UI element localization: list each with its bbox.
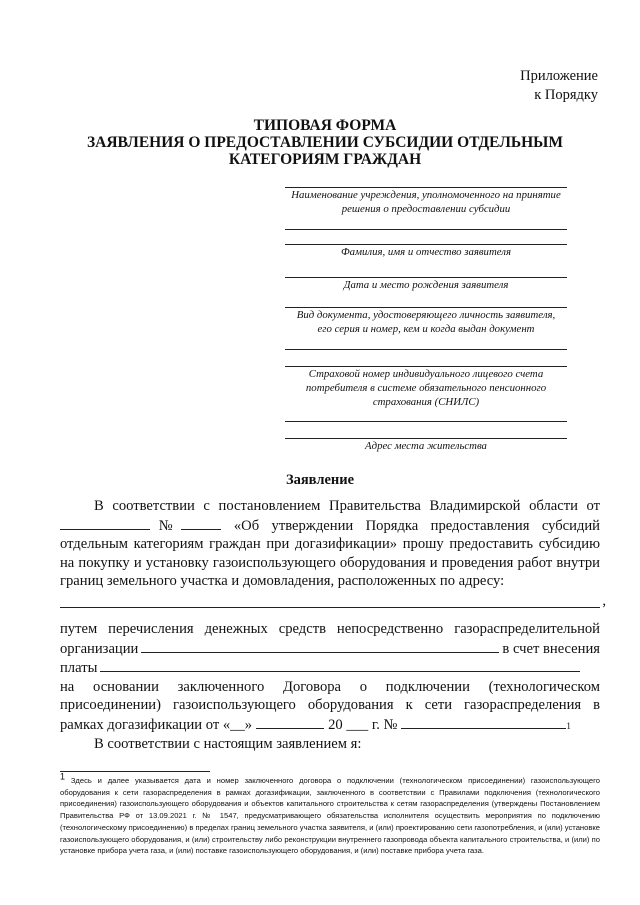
statement-heading: Заявление	[285, 472, 355, 488]
birth-caption: Дата и место рождения заявителя	[343, 279, 509, 291]
paragraph-1-rest: «Об утверждении Порядка предоставления субсидий отдельным категориям граждан при догазификации» прошу предоставить субсидию на покупку и установку газоиспользующего оборудования и проведения работ внутри границ земельного участка и домовладения, расположенных по адресу:	[60, 517, 600, 590]
document-field[interactable]	[285, 307, 567, 336]
payment-blank[interactable]	[100, 658, 580, 672]
contract-month-blank[interactable]	[256, 715, 324, 729]
snils-caption-1: Страховой номер индивидуального лицевого счета	[308, 368, 544, 380]
footnote-text: Здесь и далее указывается дата и номер заключенного договора о подключении (технологическом присоединении) газоиспользующего оборудования к сети газораспределения в рамках догазификации, заключенного в соответствии с Правилами подключения (технологического присоединения) газоиспользующего оборудования и объектов капитального строительства к сетям газораспределения (утверждены Постановлением Правительства РФ от 13.09.2021 г. № 1547, предусматривающего обязательства исполнителя осуществить мероприятия по подключению (технологическому присоединению) в пределах границ земельного участка заявителя, и (или) проектированию сети газопотребления, и (или) установке газоиспользующего оборудования, и (или) строительству либо реконструкции внутреннего газопровода объекта капитального строительства, и (или) по установке прибора учета газа, и (или) поставке газоиспользующего оборудования, и (или) поставке прибора учета газа.	[60, 776, 600, 856]
institution-caption-2: решения о предоставлении субсидии	[341, 203, 511, 215]
contract-number-blank[interactable]	[401, 715, 566, 729]
form-title	[60, 117, 590, 168]
fio-line-upper	[285, 229, 567, 230]
snils-field[interactable]	[285, 349, 567, 409]
annex-line-1: Приложение	[520, 68, 598, 84]
institution-caption-1: Наименование учреждения, уполномоченного на принятие	[291, 189, 561, 201]
title-line-2: ЗАЯВЛЕНИЯ О ПРЕДОСТАВЛЕНИИ СУБСИДИИ ОТДЕЛЬНЫМ	[86, 134, 564, 151]
footnote-mark: 1	[60, 771, 66, 782]
contract-date-label: рамках догазификации от «__»	[60, 716, 253, 733]
fio-caption: Фамилия, имя и отчество заявителя	[341, 246, 511, 258]
decree-date-blank[interactable]	[60, 516, 150, 530]
paragraph-2: путем перечисления денежных средств непосредственно газораспределительной	[60, 620, 600, 637]
paragraph-1-start: В соответствии с постановлением Правительства Владимирской области от	[94, 498, 600, 514]
number-sign: №	[150, 517, 182, 534]
organization-tail: в счет внесения	[502, 640, 600, 657]
fio-field[interactable]	[285, 229, 567, 259]
payment-label: платы	[60, 660, 98, 677]
paragraph-3: на основании заключенного Договора о подключении (технологическом присоединении) газоиспользующего оборудования к сети газораспределения в	[60, 678, 600, 714]
address-field[interactable]	[285, 421, 567, 453]
institution-field[interactable]	[285, 187, 567, 216]
snils-line-upper	[285, 349, 567, 350]
annex-line-2: к Порядку	[534, 87, 598, 103]
document-caption-1: Вид документа, удостоверяющего личность заявителя,	[296, 309, 556, 321]
footnote	[60, 771, 600, 857]
paragraph-1	[60, 497, 600, 591]
snils-caption-2: потребителя в системе обязательного пенсионного	[305, 382, 547, 394]
organization-row	[60, 639, 600, 659]
organization-label: организации	[60, 640, 139, 657]
snils-caption-3: страхования (СНИЛС)	[372, 396, 480, 408]
title-line-3: КАТЕГОРИЯМ ГРАЖДАН	[228, 151, 422, 168]
annex-note	[520, 67, 598, 105]
footnote-divider	[60, 771, 210, 772]
contract-year-label: 20 ___ г. №	[328, 716, 398, 733]
property-address-blank[interactable]	[60, 593, 606, 610]
paragraph-4: В соответствии с настоящим заявлением я:	[94, 735, 362, 752]
organization-blank[interactable]	[141, 639, 499, 653]
decree-number-blank[interactable]	[181, 516, 221, 530]
birth-field[interactable]	[285, 277, 567, 292]
address-caption: Адрес места жительства	[365, 440, 487, 452]
address-line-upper	[285, 421, 567, 422]
address-comma: ,	[602, 593, 606, 610]
payment-row	[60, 658, 600, 678]
document-caption-2: его серия и номер, кем и когда выдан документ	[317, 323, 535, 335]
title-line-1: ТИПОВАЯ ФОРМА	[253, 117, 397, 134]
contract-date-row: рамках догазификации от «__» 20 ___ г. № 1	[60, 716, 571, 733]
statement-body	[60, 497, 606, 753]
